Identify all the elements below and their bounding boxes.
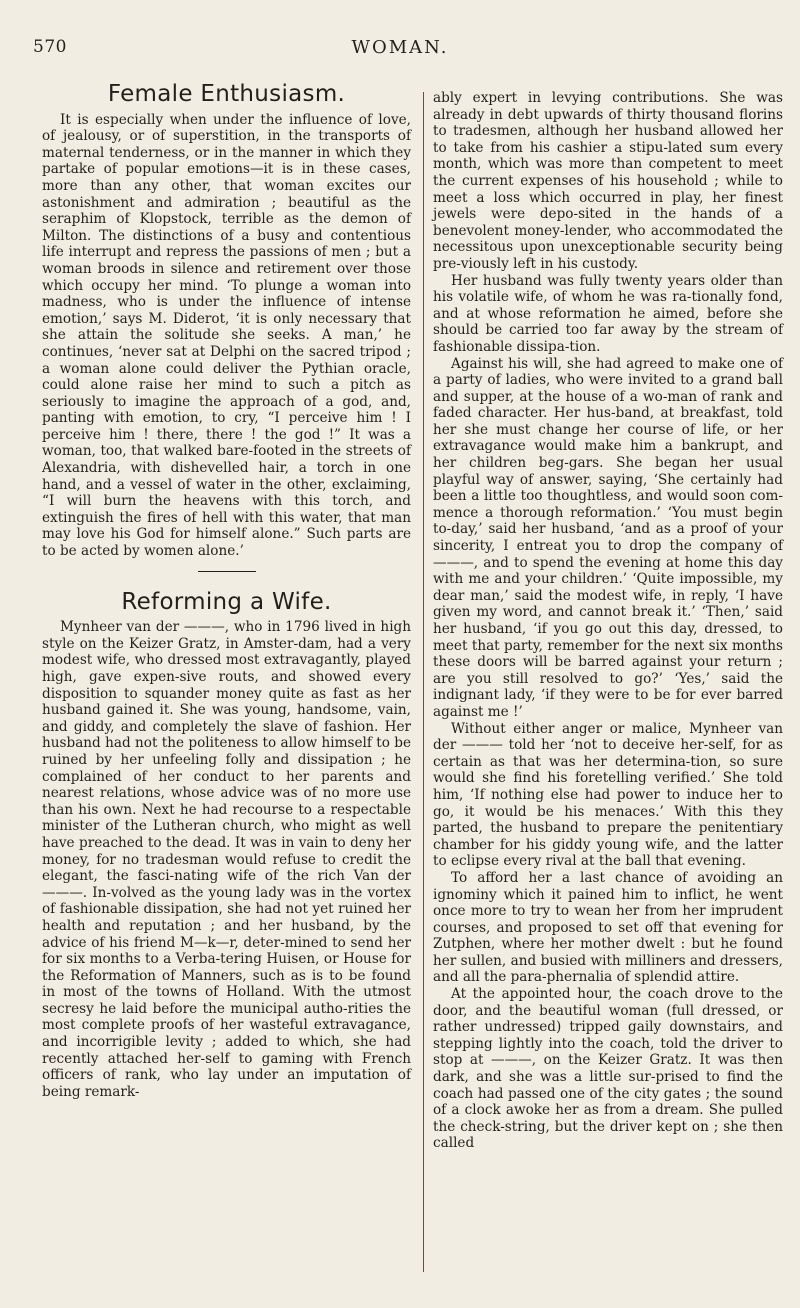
article-title-female-enthusiasm: Female Enthusiasm. xyxy=(107,81,346,107)
article-paragraph: It is especially when under the influence of love, of jealousy, or of superstition, in the transports of maternal tenderness, or in the manner in which they partake of popular emotions—it is in these cases, more than any other, that woman excites our astonishment and admiration ; beautiful as the seraphim of Klopstock, terrible as the demon of Milton. The distinctions of a busy and contentious life interrupt and repress the passions of men ; but a woman broods in silence and retirement over those which occupy her mind. ‘To plunge a woman into madness, who is under the influence of intense emotion,’ says M. Diderot, ‘it is only necessary that she attain the solitude she seeks. A man,’ he continues, ‘never sat at Delphi on the sacred tripod ; a woman alone could deliver the Pythian oracle, could alone raise her mind to such a pitch as seriously to imagine the approach of a god, and, panting with emotion, to cry, “I perceive him ! I perceive him ! there, there ! the god !” It was a woman, too, that walked bare-footed in the streets of Alexandria, with dishevelled hair, a torch in one hand, and a vessel of water in the other, exclaiming, “I will burn the heavens with this torch, and extinguish the fires of hell with this water, that man may love his God for himself alone.” Such parts are to be acted by women alone.’ xyxy=(42,111,411,560)
article-title-reforming-a-wife: Reforming a Wife. xyxy=(121,588,332,615)
page-number: 570 xyxy=(33,37,67,57)
article-paragraph: To afford her a last chance of avoiding an ignominy which it pained him to inflict, he went once more to try to wean her from her imprudent courses, and proposed to set off that evening for Zutphen, where her mother dwelt : but he found her sullen, and busied with milliners and dressers, and all the para-phernalia of splendid attire. xyxy=(433,869,783,986)
article-paragraph: Against his will, she had agreed to make one of a party of ladies, who were invited to a grand ball and supper, at the house of a wo-man of rank and faded character. Her hus-band, at breakfast, told her she must change her course of life, or her extravagance would make him a bankrupt, and her children beg-gars. She began her usual playful way of answer, saying, ‘She certainly had been a little too thoughtless, and would soon com-mence a thorough reformation.’ ‘You must begin to-day,’ said her husband, ‘and as a proof of your sincerity, I entreat you to drop the company of ———, and to spend the evening at home this day with me and your children.’ ‘Quite impossible, my dear man,’ said the modest wife, in reply, ‘I have given my word, and cannot break it.’ ‘Then,’ said her husband, ‘if you go out this day, dressed, to meet that party, remember for the next six months these doors will be barred against your return ; are you still resolved to go?’ ‘Yes,’ said the indignant lady, ‘if they were to be for ever barred against me !’ xyxy=(433,355,783,720)
article-paragraph: Mynheer van der ———, who in 1796 lived in high style on the Keizer Gratz, in Amster-dam, had a very modest wife, who dressed most extravagantly, played high, gave expen-sive routs, and showed every disposition to squander money quite as fast as her husband gained it. She was young, handsome, vain, and giddy, and completely the slave of fashion. Her husband had not the politeness to allow himself to be ruined by her unfeeling folly and dissipation ; he complained of her conduct to her parents and nearest relations, whose advice was of no more use than his own. Next he had recourse to a respectable minister of the Lutheran church, who might as well have preached to the dead. It was in vain to deny her money, for no tradesman would refuse to credit the elegant, the fasci-nating wife of the rich Van der ———. In-volved as the young lady was in the vortex of fashionable dissipation, she had not yet ruined her health and reputation ; and her husband, by the advice of his friend M—k—r, deter-mined to send her for six months to a Verba-tering Huisen, or House for the Reformation of Manners, such as is to be found in most of the towns of Holland. With the utmost secresy he laid before the municipal autho-rities the most complete proofs of her wasteful extravagance, and incorrigible levity ; added to which, she had recently attached her-self to gaming with French officers of rank, who lay under an imputation of being remark- xyxy=(42,619,411,1100)
column-divider xyxy=(423,92,424,1272)
article-paragraph: Her husband was fully twenty years older than his volatile wife, of whom he was ra-tionally fond, and at whose reformation he aimed, before she should be carried too far away by the stream of fashionable dissipa-tion. xyxy=(433,272,783,355)
left-column xyxy=(42,81,411,1100)
article-paragraph: At the appointed hour, the coach drove to the door, and the beautiful woman (full dressed, or rather undressed) tripped gaily downstairs, and stepping lightly into the coach, told the driver to stop at ———, on the Keizer Gratz. It was then dark, and she was a little sur-prised to find the coach had passed one of the city gates ; the sound of a clock awoke her as from a dream. She pulled the check-string, but the driver kept on ; she then called xyxy=(433,986,783,1152)
section-divider xyxy=(198,571,256,572)
article-paragraph: ably expert in levying contributions. She was already in debt upwards of thirty thousand florins to tradesmen, although her husband allowed her to take from his cashier a stipu-lated sum every month, which was more than competent to meet the current expenses of his household ; while to meet a loss which occurred in play, her finest jewels were depo-sited in the hands of a benevolent money-lender, who accommodated the necessitous upon unexceptionable security being pre-viously left in his custody. xyxy=(433,90,783,272)
article-paragraph: Without either anger or malice, Mynheer van der ——— told her ‘not to deceive her-self, for as certain as that was her determina-tion, so sure would she find his foretelling verified.’ She told him, ‘If nothing else had power to induce her to go, it would be his menaces.’ With this they parted, the husband to prepare the penitentiary chamber for his giddy young wife, and the latter to eclipse every rival at the ball that evening. xyxy=(433,720,783,870)
right-column xyxy=(433,90,783,1152)
running-title: WOMAN. xyxy=(351,37,449,58)
